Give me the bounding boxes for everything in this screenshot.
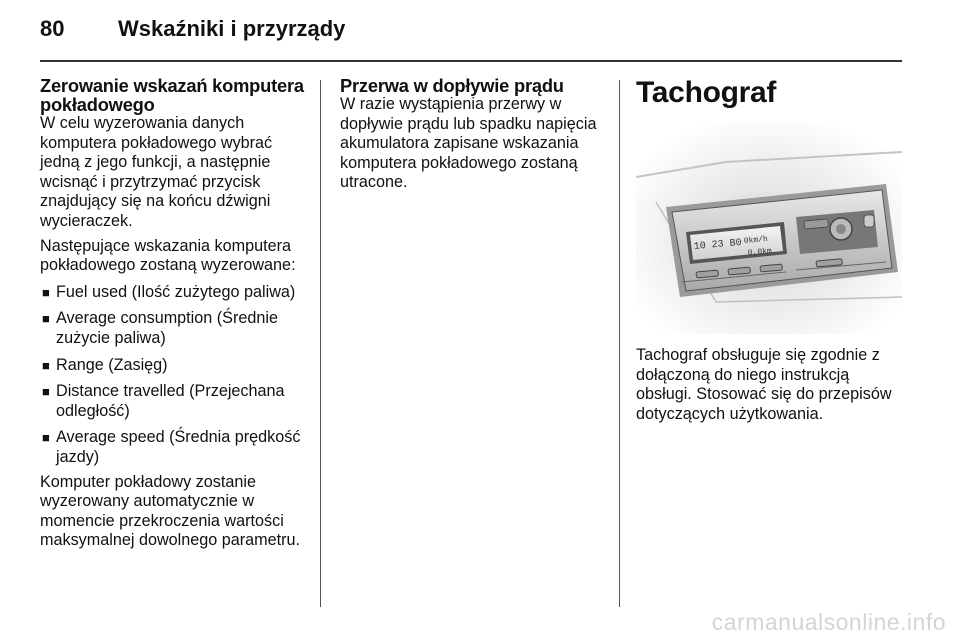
right-column [636,76,902,424]
list-item: ■ Distance travelled (Przejechana odległość) [42,382,285,420]
tachograph-illustration [636,122,902,334]
list-item: ■ Average consumption (Średnie zużycie paliwa) [42,309,278,347]
reset-item-list [40,283,308,468]
middle-column [340,76,608,193]
left-column [40,76,308,551]
reset-heading: Zerowanie wskazań komputera pokładowego [40,75,304,115]
display-distance: 0,0km [747,246,773,258]
bullet-icon: ■ [42,384,50,400]
watermark: carmanualsonline.info [711,609,946,635]
column-divider-2 [619,80,620,607]
list-item: ■ Range (Zasięg) [42,355,168,374]
power-interruption-text: W razie wystąpienia przerwy w dopływie prądu lub spadku napięcia akumulatora zapisane wskazania komputera pokładowego zostaną utracone. [340,95,597,192]
list-item: ■ Average speed (Średnia prędkość jazdy) [42,428,301,466]
list-item: ■ Fuel used (Ilość zużytego paliwa) [42,282,296,301]
bullet-icon: ■ [42,430,50,446]
bullet-icon: ■ [42,357,50,373]
column-divider-1 [320,80,321,607]
bullet-icon: ■ [42,311,50,327]
page-number: 80 [40,16,65,41]
reset-list-intro: Następujące wskazania komputera pokładowego zostaną wyzerowane: [40,236,296,275]
display-line-1: 10 23 B0 [693,237,743,253]
power-interruption-heading: Przerwa w dopływie prądu [340,75,564,96]
chapter-title: Wskaźniki i przyrządy [118,16,346,41]
bullet-icon: ■ [42,284,50,300]
header-divider [40,60,902,62]
reset-intro: W celu wyzerowania danych komputera pokładowego wybrać jedną z jego funkcji, a następnie wcisnąć i przytrzymać przycisk znajdujący się na końcu dźwigni wycieraczek. [40,114,273,230]
display-speed: 0km/h [743,234,769,246]
menu-button-icon [864,215,874,227]
tachograph-caption: Tachograf obsługuje się zgodnie z dołączoną do niego instrukcją obsługi. Stosować się do przepisów dotyczących użytkowania. [636,346,892,423]
auto-reset-note: Komputer pokładowy zostanie wyzerowany automatycznie w momencie przekroczenia wartości maksymalnej dowolnego parametru. [40,472,301,550]
tachograph-heading: Tachograf [636,76,777,109]
